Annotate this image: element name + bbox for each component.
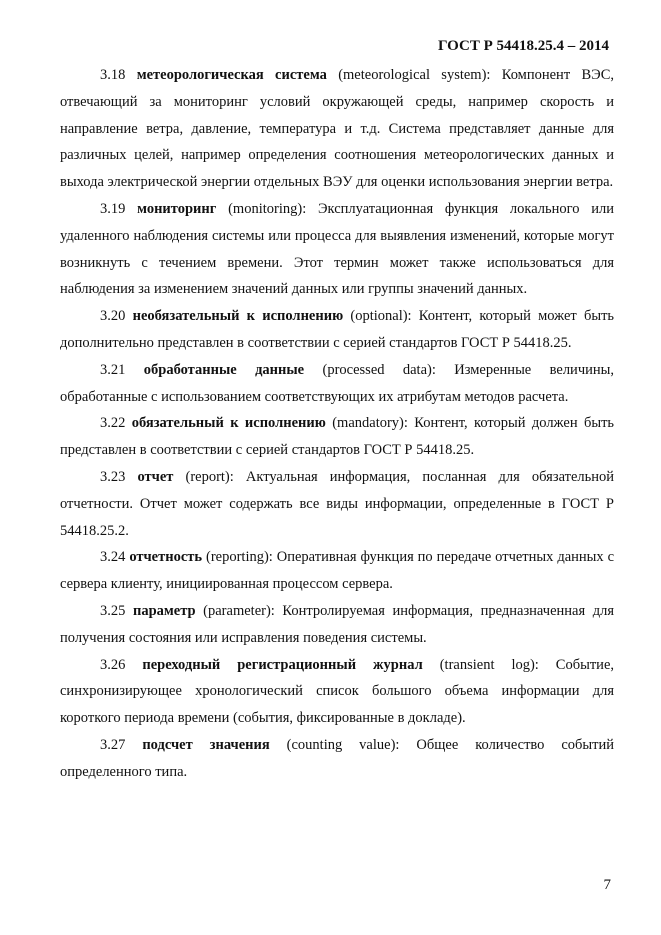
entry-description: (mandatory): Контент, который должен быть представлен в соответствии с серией стандартов ГОСТ Р 54418.25. xyxy=(60,415,615,459)
entry-term: метеорологическая система xyxy=(136,67,327,83)
entry-description: (processed data): Измеренные величины, обработанные с использованием соответствующих их атрибутам методов расчета. xyxy=(60,361,614,405)
entry-description: (parameter): Контролируемая информация, предназначенная для получения состояния или исправления поведения системы. xyxy=(60,602,615,646)
definition-entry-3-20 xyxy=(60,303,614,357)
entry-description: (transient log): Событие, синхронизирующее хронологический список большого объема информации для короткого периода времени (события, фиксированные в докладе). xyxy=(60,656,615,727)
entry-number: 3.20 xyxy=(100,308,126,325)
entry-description: (monitoring): Эксплуатационная функция локального или удаленного наблюдения системы или процесса для выявления изменений, которые могут возникнуть с течением времени. Этот термин может также использоваться для наблюдения за изменением значений данных или группы значений данных. xyxy=(60,200,615,298)
definitions-list xyxy=(60,62,614,786)
definition-entry-3-27 xyxy=(60,732,614,786)
entry-description: (report): Актуальная информация, посланная для обязательной отчетности. Отчет может содержать все виды информации, определенные в ГОСТ Р 54418.25.2. xyxy=(60,468,615,539)
page-number: 7 xyxy=(603,877,611,893)
document-code-header: ГОСТ Р 54418.25.4 – 2014 xyxy=(437,38,609,54)
definition-entry-3-24 xyxy=(60,544,614,598)
entry-description: (optional): Контент, который может быть дополнительно представлен в соответствии с серией стандартов ГОСТ Р 54418.25. xyxy=(60,308,615,351)
definition-entry-3-26 xyxy=(60,652,614,732)
entry-term: обработанные данные xyxy=(143,361,305,378)
definition-entry-3-21 xyxy=(60,357,614,411)
definition-entry-3-19 xyxy=(60,196,614,303)
entry-term: отчетность xyxy=(129,549,203,566)
entry-term: необязательный к исполнению xyxy=(132,308,344,325)
definition-entry-3-23 xyxy=(60,464,614,544)
entry-term: обязательный к исполнению xyxy=(131,415,326,432)
entry-number: 3.18 xyxy=(100,67,126,83)
entry-number: 3.23 xyxy=(100,468,126,485)
entry-number: 3.19 xyxy=(100,200,126,217)
entry-number: 3.21 xyxy=(100,361,126,378)
entry-number: 3.25 xyxy=(100,602,126,619)
entry-description: (reporting): Оперативная функция по передаче отчетных данных с сервера клиенту, инициированная процессом сервера. xyxy=(60,549,615,593)
definition-entry-3-22 xyxy=(60,410,614,464)
entry-term: подсчет значения xyxy=(142,736,270,753)
definition-entry-3-25 xyxy=(60,598,614,652)
entry-term: переходный регистрационный журнал xyxy=(142,656,423,673)
entry-term: мониторинг xyxy=(137,200,217,217)
entry-term: параметр xyxy=(132,602,196,619)
entry-number: 3.26 xyxy=(100,656,126,673)
entry-number: 3.22 xyxy=(100,415,126,432)
entry-term: отчет xyxy=(137,468,174,485)
entry-description: (meteorological system): Компонент ВЭС, отвечающий за мониторинг условий окружающей среды, например скорость и направление ветра, давление, температура и т.д. Система представляет данные для различных целей, например определения соотношения метеорологических данных и выхода электрической энергии отдельных ВЭУ для оценки использования энергии ветра. xyxy=(60,67,615,191)
entry-description: (counting value): Общее количество событий определенного типа. xyxy=(60,736,615,780)
entry-number: 3.24 xyxy=(100,549,126,566)
definition-entry-3-18 xyxy=(60,62,614,196)
entry-number: 3.27 xyxy=(100,736,126,753)
